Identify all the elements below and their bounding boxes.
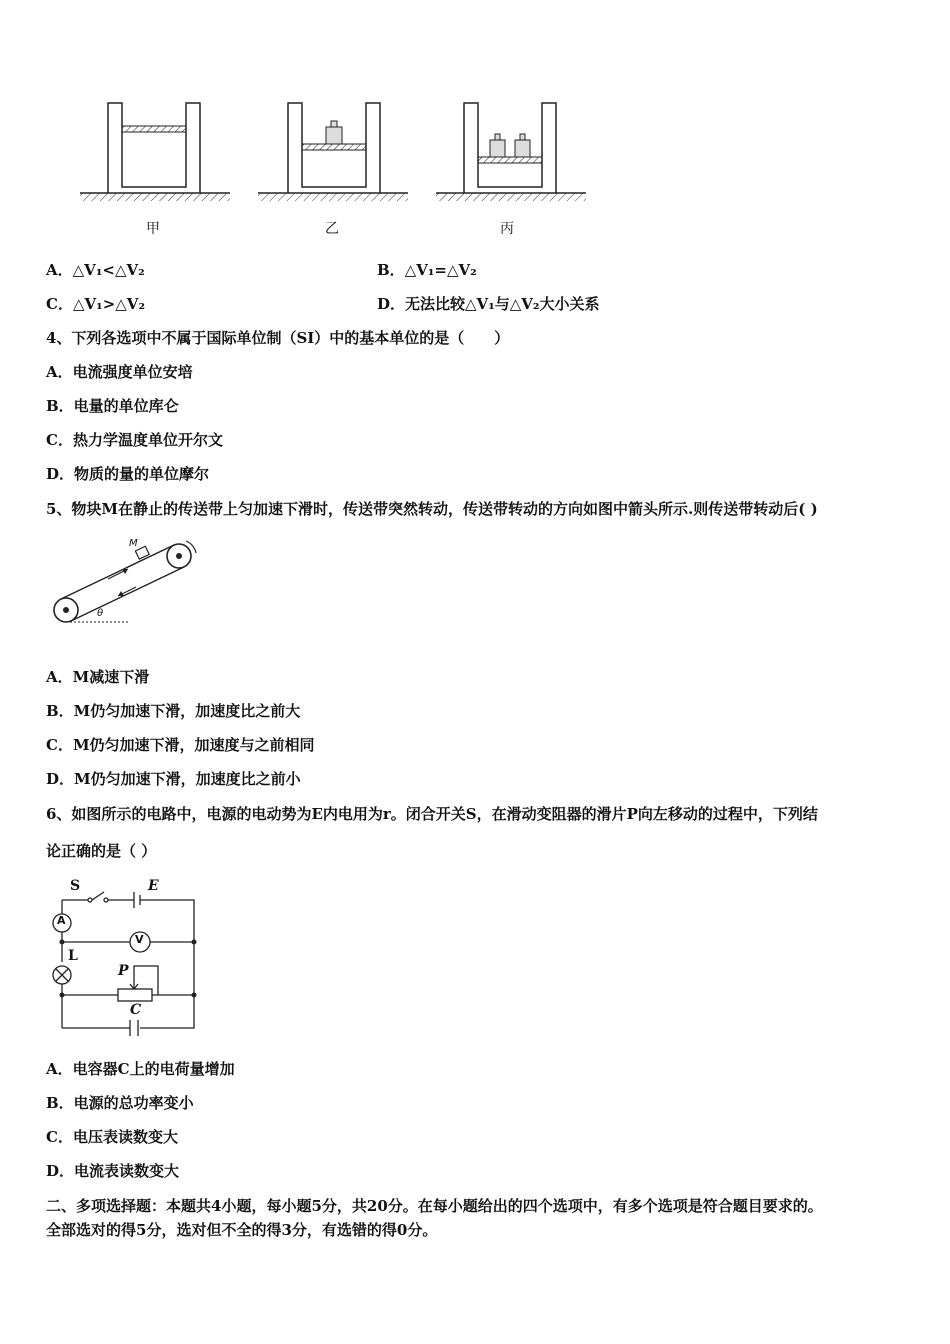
q3-c-text: △V₁>△V₂ xyxy=(72,295,146,313)
vessels-figure xyxy=(70,95,590,210)
q3-c-letter: C． xyxy=(46,295,73,313)
q6-stem-line2: 论正确的是（ ） xyxy=(46,842,157,860)
section2-line2: 全部选对的得5分，选对但不全的得3分，有选错的得0分。 xyxy=(46,1221,438,1239)
q3-option-a xyxy=(46,259,145,281)
q4-option-a: A．电流强度单位安培 xyxy=(46,363,193,381)
q3-d-letter: D． xyxy=(377,295,406,313)
q5-label-m: M xyxy=(129,538,138,549)
circuit-label-e: E xyxy=(148,878,159,894)
conveyor-belt-figure xyxy=(48,535,208,630)
vessel-yi xyxy=(258,103,408,201)
q5-stem: 5、物块M在静止的传送带上匀加速下滑时，传送带突然转动，传送带转动的方向如图中箭头所示.则传送带转动后( ) xyxy=(46,500,818,518)
q3-a-text: △V₁<△V₂ xyxy=(72,261,145,279)
circuit-label-v: V xyxy=(135,933,144,946)
q3-option-b xyxy=(377,259,477,281)
q3-d-text: 无法比较△V₁与△V₂大小关系 xyxy=(405,295,600,313)
q5-option-c: C．M仍匀加速下滑，加速度与之前相同 xyxy=(46,736,315,754)
q3-b-letter: B． xyxy=(377,261,405,279)
vessel-jia xyxy=(80,103,230,201)
q6-option-c: C．电压表读数变大 xyxy=(46,1128,178,1146)
vessel-bing xyxy=(436,103,586,201)
q3-option-c xyxy=(46,293,145,315)
circuit-label-l: L xyxy=(68,948,78,964)
q4-stem: 4、下列各选项中不属于国际单位制（SI）中的基本单位的是（ ） xyxy=(46,329,510,347)
q5-option-d: D．M仍匀加速下滑，加速度比之前小 xyxy=(46,770,301,788)
q4-option-b: B．电量的单位库仑 xyxy=(46,397,179,415)
circuit-label-s: S xyxy=(70,878,81,894)
q3-b-text: △V₁=△V₂ xyxy=(404,261,477,279)
q6-stem-line1: 6、如图所示的电路中，电源的电动势为E内电用为r。闭合开关S，在滑动变阻器的滑片P向左移动的过程中，下列结 xyxy=(46,805,818,823)
caption-jia: 甲 xyxy=(146,221,160,237)
section2-line1: 二、多项选择题：本题共4小题，每小题5分，共20分。在每小题给出的四个选项中，有多个选项是符合题目要求的。 xyxy=(46,1197,823,1215)
caption-yi: 乙 xyxy=(325,221,339,237)
circuit-label-c: C xyxy=(130,1002,142,1018)
q4-option-d: D．物质的量的单位摩尔 xyxy=(46,465,210,483)
q3-option-d xyxy=(377,293,600,315)
q4-option-c: C．热力学温度单位开尔文 xyxy=(46,431,223,449)
q5-option-b: B．M仍匀加速下滑，加速度比之前大 xyxy=(46,702,301,720)
q5-option-a: A．M减速下滑 xyxy=(46,668,150,686)
q6-option-a: A．电容器C上的电荷量增加 xyxy=(46,1060,235,1078)
q3-a-letter: A． xyxy=(46,261,73,279)
circuit-label-a: A xyxy=(57,914,66,927)
q6-option-b: B．电源的总功率变小 xyxy=(46,1094,194,1112)
q5-label-theta: θ xyxy=(97,608,104,619)
circuit-label-p: P xyxy=(118,963,129,979)
caption-bing: 丙 xyxy=(500,221,514,237)
q6-option-d: D．电流表读数变大 xyxy=(46,1162,180,1180)
